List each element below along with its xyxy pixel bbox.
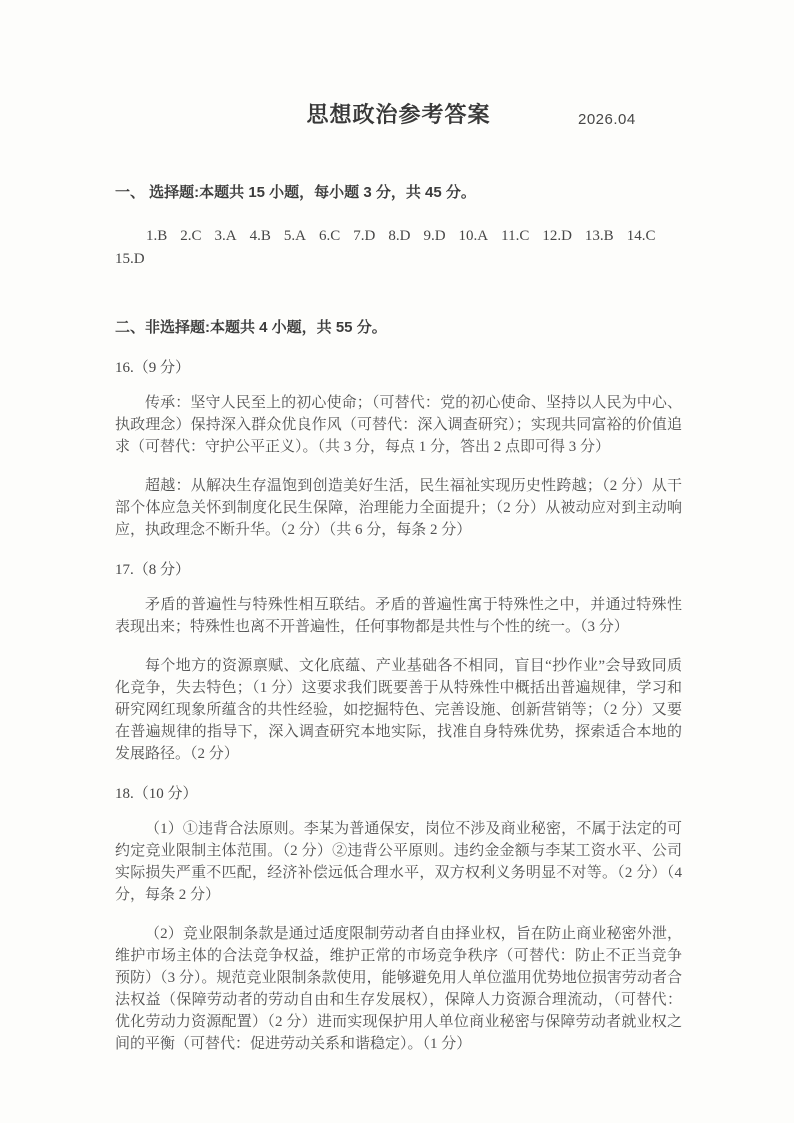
section-non-multiple-choice — [115, 317, 682, 1055]
answer-paragraph: 传承：坚守人民至上的初心使命；（可替代：党的初心使命、坚持以人民为中心、执政理念）保持深入群众优良作风（可替代：深入调查研究）；实现共同富裕的价值追求（可替代：守护公平正义）。（共 3 分，每点 1 分，答出 2 点即可得 3 分） — [115, 395, 682, 455]
answer-item: 1.B — [146, 228, 168, 244]
answer-row-1 — [115, 225, 682, 248]
answer-item: 5.A — [283, 228, 306, 244]
answer-paragraph: 矛盾的普遍性与特殊性相互联结。矛盾的普遍性寓于特殊性之中，并通过特殊性表现出来；特殊性也离不开普遍性，任何事物都是共性与个性的统一。（3 分） — [115, 597, 682, 635]
answer-item: 13.B — [584, 228, 614, 244]
answer-item: 14.C — [626, 228, 656, 244]
multiple-choice-heading: 一、 选择题:本题共 15 小题，每小题 3 分，共 45 分。 — [115, 184, 476, 201]
answer-paragraph: 超越：从解决生存温饱到创造美好生活，民生福祉实现历史性跨越；（2 分）从干部个体应急关怀到制度化民生保障，治理能力全面提升；（2 分）从被动应对到主动响应，执政理念不断升华。（2 分）（共 6 分，每条 2 分） — [115, 478, 682, 538]
answer-paragraph: （2）竞业限制条款是通过适度限制劳动者自由择业权，旨在防止商业秘密外泄，维护市场主体的合法竞争权益，维护正常的市场竞争秩序（可替代：防止不正当竞争预防）（3 分）。规范竞业限制条款使用，能够避免用人单位滥用优势地位损害劳动者合法权益（保障劳动者的劳动自由和生存发展权），保障人力资源合理流动，（可替代：优化劳动力资源配置）（2 分）进而实现保护用人单位商业秘密与保障劳动者就业权之间的平衡（可替代：促进劳动关系和谐稳定）。（1 分） — [115, 926, 682, 1052]
non-multiple-choice-heading: 二、非选择题:本题共 4 小题，共 55 分。 — [115, 319, 387, 336]
answer-item: 11.C — [501, 228, 530, 244]
answer-item: 3.A — [214, 228, 237, 244]
answer-item: 4.B — [249, 228, 271, 244]
answer-item: 9.D — [423, 228, 446, 244]
question-block — [115, 783, 682, 1055]
question-label: 16.（9 分） — [115, 360, 191, 376]
answer-item: 6.C — [318, 228, 341, 244]
question-label: 18.（10 分） — [115, 786, 198, 802]
answer-item: 15.D — [115, 251, 145, 267]
answer-key — [115, 225, 682, 271]
question-block — [115, 559, 682, 765]
answer-item: 2.C — [180, 228, 202, 244]
question-list — [115, 357, 682, 1055]
answer-item: 10.A — [458, 228, 489, 244]
section-multiple-choice — [115, 182, 682, 271]
answer-item: 7.D — [353, 228, 376, 244]
document-header — [115, 100, 682, 132]
answer-item: 12.D — [542, 228, 572, 244]
answer-item: 8.D — [388, 228, 411, 244]
page-title: 思想政治参考答案 — [306, 102, 491, 127]
question-label: 17.（8 分） — [115, 562, 191, 578]
answer-row-2 — [115, 248, 682, 271]
question-block — [115, 357, 682, 541]
document-date: 2026.04 — [578, 111, 636, 128]
answer-paragraph: （1）①违背合法原则。李某为普通保安，岗位不涉及商业秘密，不属于法定的可约定竞业限制主体范围。（2 分）②违背公平原则。违约金金额与李某工资水平、公司实际损失严重不匹配，经济补偿远低合理水平，双方权利义务明显不对等。（2 分）（4 分，每条 2 分） — [115, 821, 682, 903]
answer-paragraph: 每个地方的资源禀赋、文化底蕴、产业基础各不相同，盲目“抄作业”会导致同质化竞争，失去特色；（1 分）这要求我们既要善于从特殊性中概括出普遍规律，学习和研究网红现象所蕴含的共性经验，如挖掘特色、完善设施、创新营销等；（2 分）又要在普遍规律的指导下，深入调查研究本地实际，找准自身特殊优势，探索适合本地的发展路径。（2 分） — [115, 658, 682, 762]
